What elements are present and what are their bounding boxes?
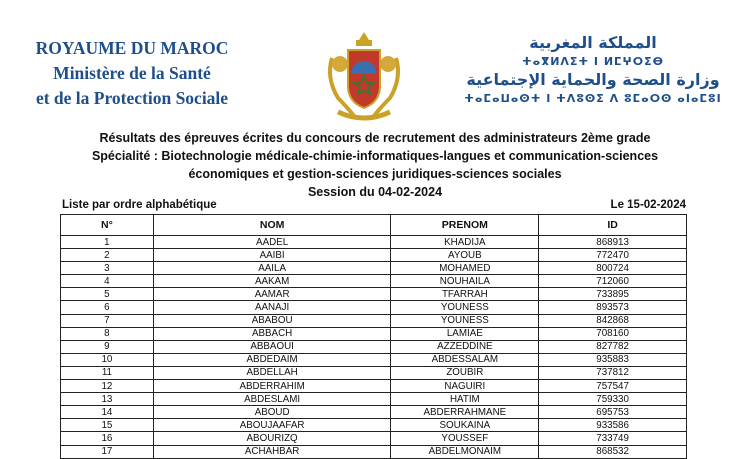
- cell-nom: ABDEDAIM: [153, 353, 391, 366]
- cell-number: 8: [61, 327, 154, 340]
- cell-prenom: AYOUB: [391, 249, 539, 262]
- cell-nom: AANAJI: [153, 301, 391, 314]
- list-order-label: Liste par ordre alphabétique: [62, 199, 217, 211]
- cell-id: 759330: [539, 393, 687, 406]
- cell-number: 12: [61, 380, 154, 393]
- cell-prenom: MOHAMED: [391, 262, 539, 275]
- cell-number: 17: [61, 445, 154, 458]
- table-row: [61, 340, 687, 353]
- table-header-row: [61, 215, 687, 236]
- cell-nom: AAKAM: [153, 275, 391, 288]
- table-row: [61, 366, 687, 379]
- table-row: [61, 262, 687, 275]
- header-number: N°: [61, 215, 154, 236]
- table-row: [61, 406, 687, 419]
- cell-id: 800724: [539, 262, 687, 275]
- cell-id: 737812: [539, 366, 687, 379]
- cell-nom: ABDESLAMI: [153, 393, 391, 406]
- cell-number: 11: [61, 366, 154, 379]
- table-row: [61, 432, 687, 445]
- cell-nom: AAIBI: [153, 249, 391, 262]
- kingdom-name-tifinagh: ⵜⴰⴳⵍⴷⵉⵜ ⵏ ⵍⵎⵖⵔⵉⴱ: [521, 55, 664, 68]
- table-row: [61, 353, 687, 366]
- cell-id: 757547: [539, 380, 687, 393]
- ministry-line-2: et de la Protection Sociale: [35, 88, 229, 108]
- document-title: [60, 129, 690, 201]
- cell-prenom: YOUNESS: [391, 301, 539, 314]
- ministry-name-arabic: [458, 32, 728, 106]
- cell-number: 15: [61, 419, 154, 432]
- table-row: [61, 419, 687, 432]
- cell-prenom: LAMIAE: [391, 327, 539, 340]
- table-row: [61, 380, 687, 393]
- cell-prenom: ABDESSALAM: [391, 353, 539, 366]
- cell-number: 6: [61, 301, 154, 314]
- cell-id: 933586: [539, 419, 687, 432]
- cell-nom: ABBACH: [153, 327, 391, 340]
- cell-number: 3: [61, 262, 154, 275]
- cell-number: 5: [61, 288, 154, 301]
- cell-prenom: SOUKAINA: [391, 419, 539, 432]
- cell-nom: ACHAHBAR: [153, 445, 391, 458]
- cell-nom: AAMAR: [153, 288, 391, 301]
- cell-id: 772470: [539, 249, 687, 262]
- cell-nom: ABOUD: [153, 406, 391, 419]
- ministry-name-french: [14, 36, 250, 111]
- title-line-2: Spécialité : Biotechnologie médicale-chimie-informatiques-langues et communication-sciences: [91, 149, 659, 163]
- cell-prenom: NAGUIRI: [391, 380, 539, 393]
- cell-nom: ABDELLAH: [153, 366, 391, 379]
- cell-nom: ABBAOUI: [153, 340, 391, 353]
- header-nom: NOM: [153, 215, 391, 236]
- table-row: [61, 288, 687, 301]
- cell-id: 733749: [539, 432, 687, 445]
- kingdom-name-french: ROYAUME DU MAROC: [35, 38, 229, 58]
- cell-number: 4: [61, 275, 154, 288]
- header-prenom: PRENOM: [391, 215, 539, 236]
- table-row: [61, 393, 687, 406]
- ministry-line-1: Ministère de la Santé: [53, 63, 211, 83]
- publication-date: Le 15-02-2024: [610, 199, 686, 211]
- table-row: [61, 249, 687, 262]
- cell-prenom: YOUSSEF: [391, 432, 539, 445]
- cell-prenom: ABDELMONAIM: [391, 445, 539, 458]
- cell-prenom: HATIM: [391, 393, 539, 406]
- cell-id: 893573: [539, 301, 687, 314]
- title-line-3: économiques et gestion-sciences juridiques-sciences sociales: [188, 167, 562, 181]
- cell-prenom: AZZEDDINE: [391, 340, 539, 353]
- cell-prenom: KHADIJA: [391, 236, 539, 249]
- cell-number: 2: [61, 249, 154, 262]
- cell-nom: ABOURIZQ: [153, 432, 391, 445]
- table-row: [61, 236, 687, 249]
- results-table: [60, 214, 687, 459]
- ministry-name-arabic-text: وزارة الصحة والحماية الإجتماعية: [466, 70, 720, 89]
- cell-prenom: TFARRAH: [391, 288, 539, 301]
- table-row: [61, 314, 687, 327]
- coat-of-arms-icon: [322, 28, 406, 124]
- cell-nom: AAILA: [153, 262, 391, 275]
- cell-id: 733895: [539, 288, 687, 301]
- cell-nom: ABABOU: [153, 314, 391, 327]
- cell-prenom: YOUNESS: [391, 314, 539, 327]
- cell-number: 9: [61, 340, 154, 353]
- cell-nom: ABOUJAAFAR: [153, 419, 391, 432]
- cell-number: 14: [61, 406, 154, 419]
- header-id: ID: [539, 215, 687, 236]
- cell-number: 13: [61, 393, 154, 406]
- cell-number: 1: [61, 236, 154, 249]
- cell-id: 827782: [539, 340, 687, 353]
- cell-number: 10: [61, 353, 154, 366]
- table-row: [61, 445, 687, 458]
- cell-prenom: ABDERRAHMANE: [391, 406, 539, 419]
- cell-number: 7: [61, 314, 154, 327]
- cell-nom: ABDERRAHIM: [153, 380, 391, 393]
- ministry-name-tifinagh: ⵜⴰⵎⴰⵡⴰⵙⵜ ⵏ ⵜⴷⵓⵙⵉ ⴷ ⵓⵎⴰⵔⵙ ⴰⵏⴰⵎⵓⵏ: [464, 92, 722, 105]
- cell-id: 868532: [539, 445, 687, 458]
- cell-nom: AADEL: [153, 236, 391, 249]
- cell-number: 16: [61, 432, 154, 445]
- cell-id: 712060: [539, 275, 687, 288]
- cell-id: 708160: [539, 327, 687, 340]
- cell-id: 695753: [539, 406, 687, 419]
- session-date: Session du 04-02-2024: [307, 185, 443, 199]
- cell-id: 868913: [539, 236, 687, 249]
- kingdom-name-arabic: المملكة المغربية: [529, 33, 657, 52]
- table-row: [61, 275, 687, 288]
- title-line-1: Résultats des épreuves écrites du concours de recrutement des administrateurs 2ème grade: [99, 131, 651, 145]
- cell-prenom: ZOUBIR: [391, 366, 539, 379]
- table-row: [61, 301, 687, 314]
- cell-prenom: NOUHAILA: [391, 275, 539, 288]
- cell-id: 935883: [539, 353, 687, 366]
- table-row: [61, 327, 687, 340]
- cell-id: 842868: [539, 314, 687, 327]
